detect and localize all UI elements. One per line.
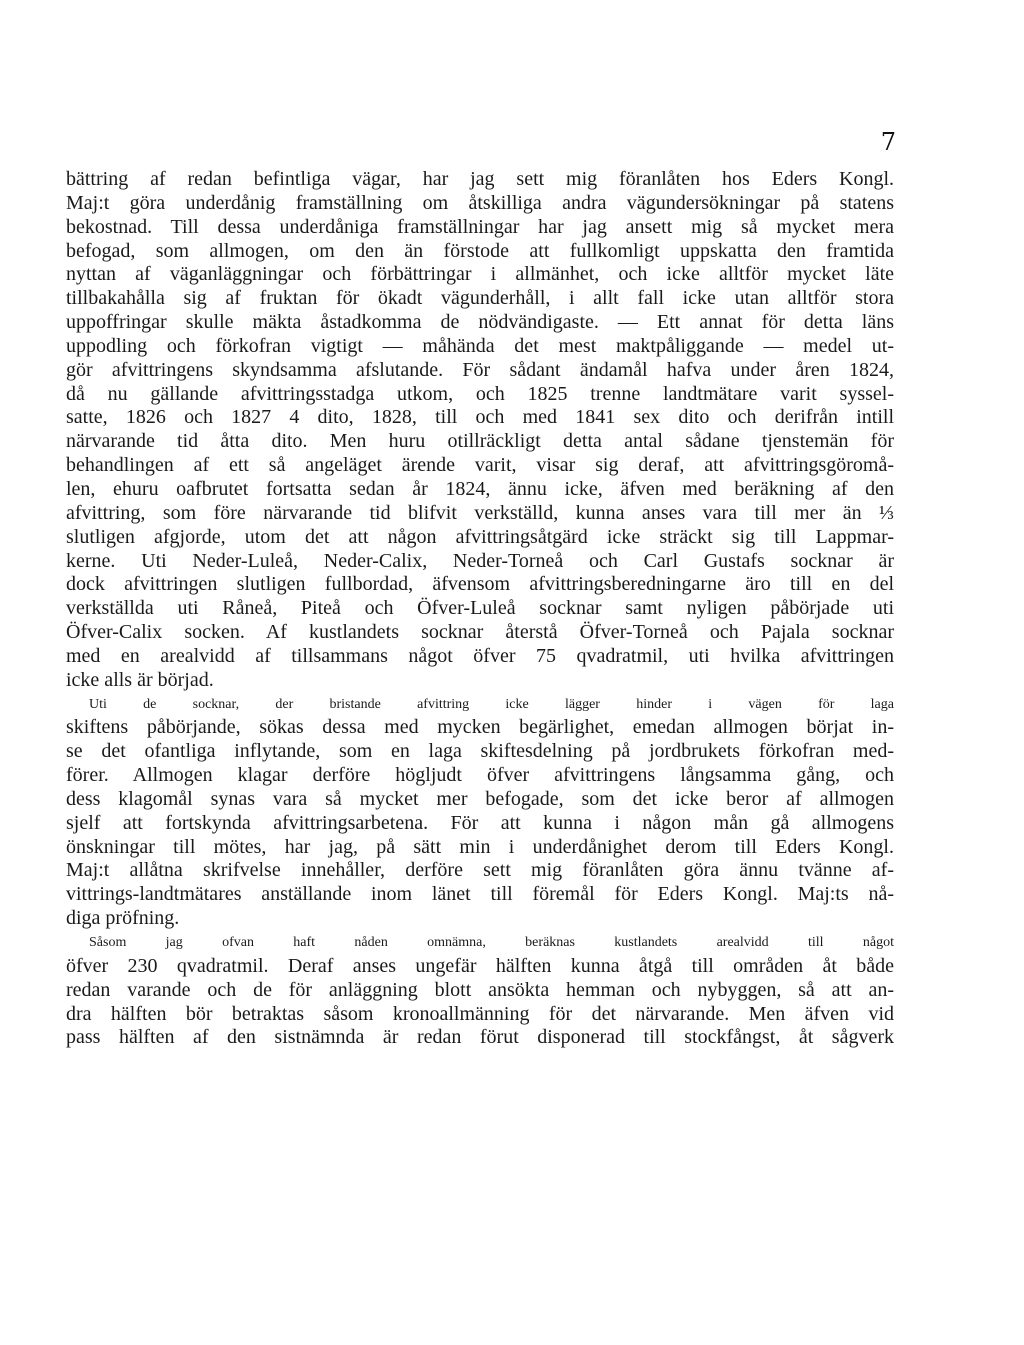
text-line: satte, 1826 och 1827 4 dito, 1828, till och med 1841 sex dito och derifrån intill xyxy=(66,406,894,429)
text-line: befogad, som allmogen, om den än förstode att fullkomligt uppskatta den framtida xyxy=(66,239,894,262)
text-line: gör afvittringens skyndsamma afslutande. För sådant ändamål hafva under åren 1824, xyxy=(66,358,894,381)
text-line: sjelf att fortskynda afvittringsarbetena. För att kunna i någon mån gå allmogens xyxy=(66,811,894,834)
text-line: dock afvittringen slutligen fullbordad, äfvensom afvittringsberedningarne äro till en del xyxy=(66,573,894,596)
text-line: kerne. Uti Neder-Luleå, Neder-Calix, Neder-Torneå och Carl Gustafs socknar är xyxy=(66,549,894,572)
text-line: behandlingen af ett så angeläget ärende varit, visar sig deraf, att afvittringsgöromå- xyxy=(66,454,894,477)
text-line: uppodling och förkofran vigtigt — måhända det mest maktpåliggande — medel ut- xyxy=(66,334,894,357)
text-line: Maj:t göra underdånig framställning om åtskilliga andra vägundersökningar på statens xyxy=(66,191,894,214)
text-line: dra hälften bör betraktas såsom kronoallmänning för det närvarande. Men äfven vid xyxy=(66,1002,894,1025)
text-line: bekostnad. Till dessa underdåniga framställningar har jag ansett mig så mycket mera xyxy=(66,215,894,238)
text-line: Maj:t allåtna skrifvelse innehåller, derföre sett mig föranlåten göra ännu tvänne af- xyxy=(66,859,894,882)
text-line: Såsom jag ofvan haft nåden omnämna, beräknas kustlandets arealvidd till något xyxy=(89,935,894,950)
text-line: då nu gällande afvittringsstadga utkom, och 1825 trenne landtmätare varit syssel- xyxy=(66,382,894,405)
text-line: pass hälften af den sistnämnda är redan förut disponerad till stockfångst, åt sågverk xyxy=(66,1026,894,1049)
text-line: len, ehuru oafbrutet fortsatta sedan år 1824, ännu icke, äfven med beräkning af den xyxy=(66,477,894,500)
text-line: dess klagomål synas vara så mycket mer befogade, som det icke beror af allmogen xyxy=(66,787,894,810)
text-line: nyttan af väganläggningar och förbättringar i allmänhet, och icke alltför mycket läte xyxy=(66,263,894,286)
text-line: redan varande och de för anläggning blott ansökta hemman och nybyggen, så att an- xyxy=(66,978,894,1001)
text-line: tillbakahålla sig af fruktan för ökadt vägunderhåll, i allt fall icke utan alltför stora xyxy=(66,287,894,310)
text-line: uppoffringar skulle mäkta åstadkomma de nödvändigaste. — Ett annat för detta läns xyxy=(66,311,894,334)
text-line: icke alls är börjad. xyxy=(66,668,214,691)
text-line: slutligen afgjorde, utom det att någon afvittringsåtgärd icke sträckt sig till Lappmar- xyxy=(66,525,894,548)
text-line: med en arealvidd af tillsammans något öfver 75 qvadratmil, uti hvilka afvittringen xyxy=(66,644,894,667)
text-line: verkställda uti Råneå, Piteå och Öfver-Luleå socknar samt nyligen påbörjade uti xyxy=(66,597,894,620)
text-line: afvittring, som före närvarande tid blifvit verkställd, kunna anses vara till mer än ⅓ xyxy=(66,501,894,524)
text-line: öfver 230 qvadratmil. Deraf anses ungefär hälften kunna åtgå till områden åt både xyxy=(66,954,894,977)
text-line: bättring af redan befintliga vägar, har jag sett mig föranlåten hos Eders Kongl. xyxy=(66,168,894,190)
text-line: skiftens påbörjande, sökas dessa med mycken begärlighet, emedan allmogen börjat in- xyxy=(66,716,894,739)
text-line: önskningar till mötes, har jag, på sätt min i underdånighet derom till Eders Kongl. xyxy=(66,835,894,858)
text-line: förer. Allmogen klagar derföre högljudt öfver afvittringens långsamma gång, och xyxy=(66,764,894,787)
body-text xyxy=(66,168,894,1050)
text-line: diga pröfning. xyxy=(66,907,180,930)
text-line: närvarande tid åtta dito. Men huru otillräckligt detta antal sådane tjenstemän för xyxy=(66,430,894,453)
page-number: 7 xyxy=(880,128,896,156)
text-line: Uti de socknar, der bristande afvittring icke lägger hinder i vägen för laga xyxy=(89,696,894,712)
text-line: Öfver-Calix socken. Af kustlandets socknar återstå Öfver-Torneå och Pajala socknar xyxy=(66,621,894,644)
text-line: se det ofantliga inflytande, som en laga skiftesdelning på jordbrukets förkofran med- xyxy=(66,740,894,763)
text-line: vittrings-landtmätares anställande inom länet till föremål för Eders Kongl. Maj:ts nå- xyxy=(66,883,894,906)
